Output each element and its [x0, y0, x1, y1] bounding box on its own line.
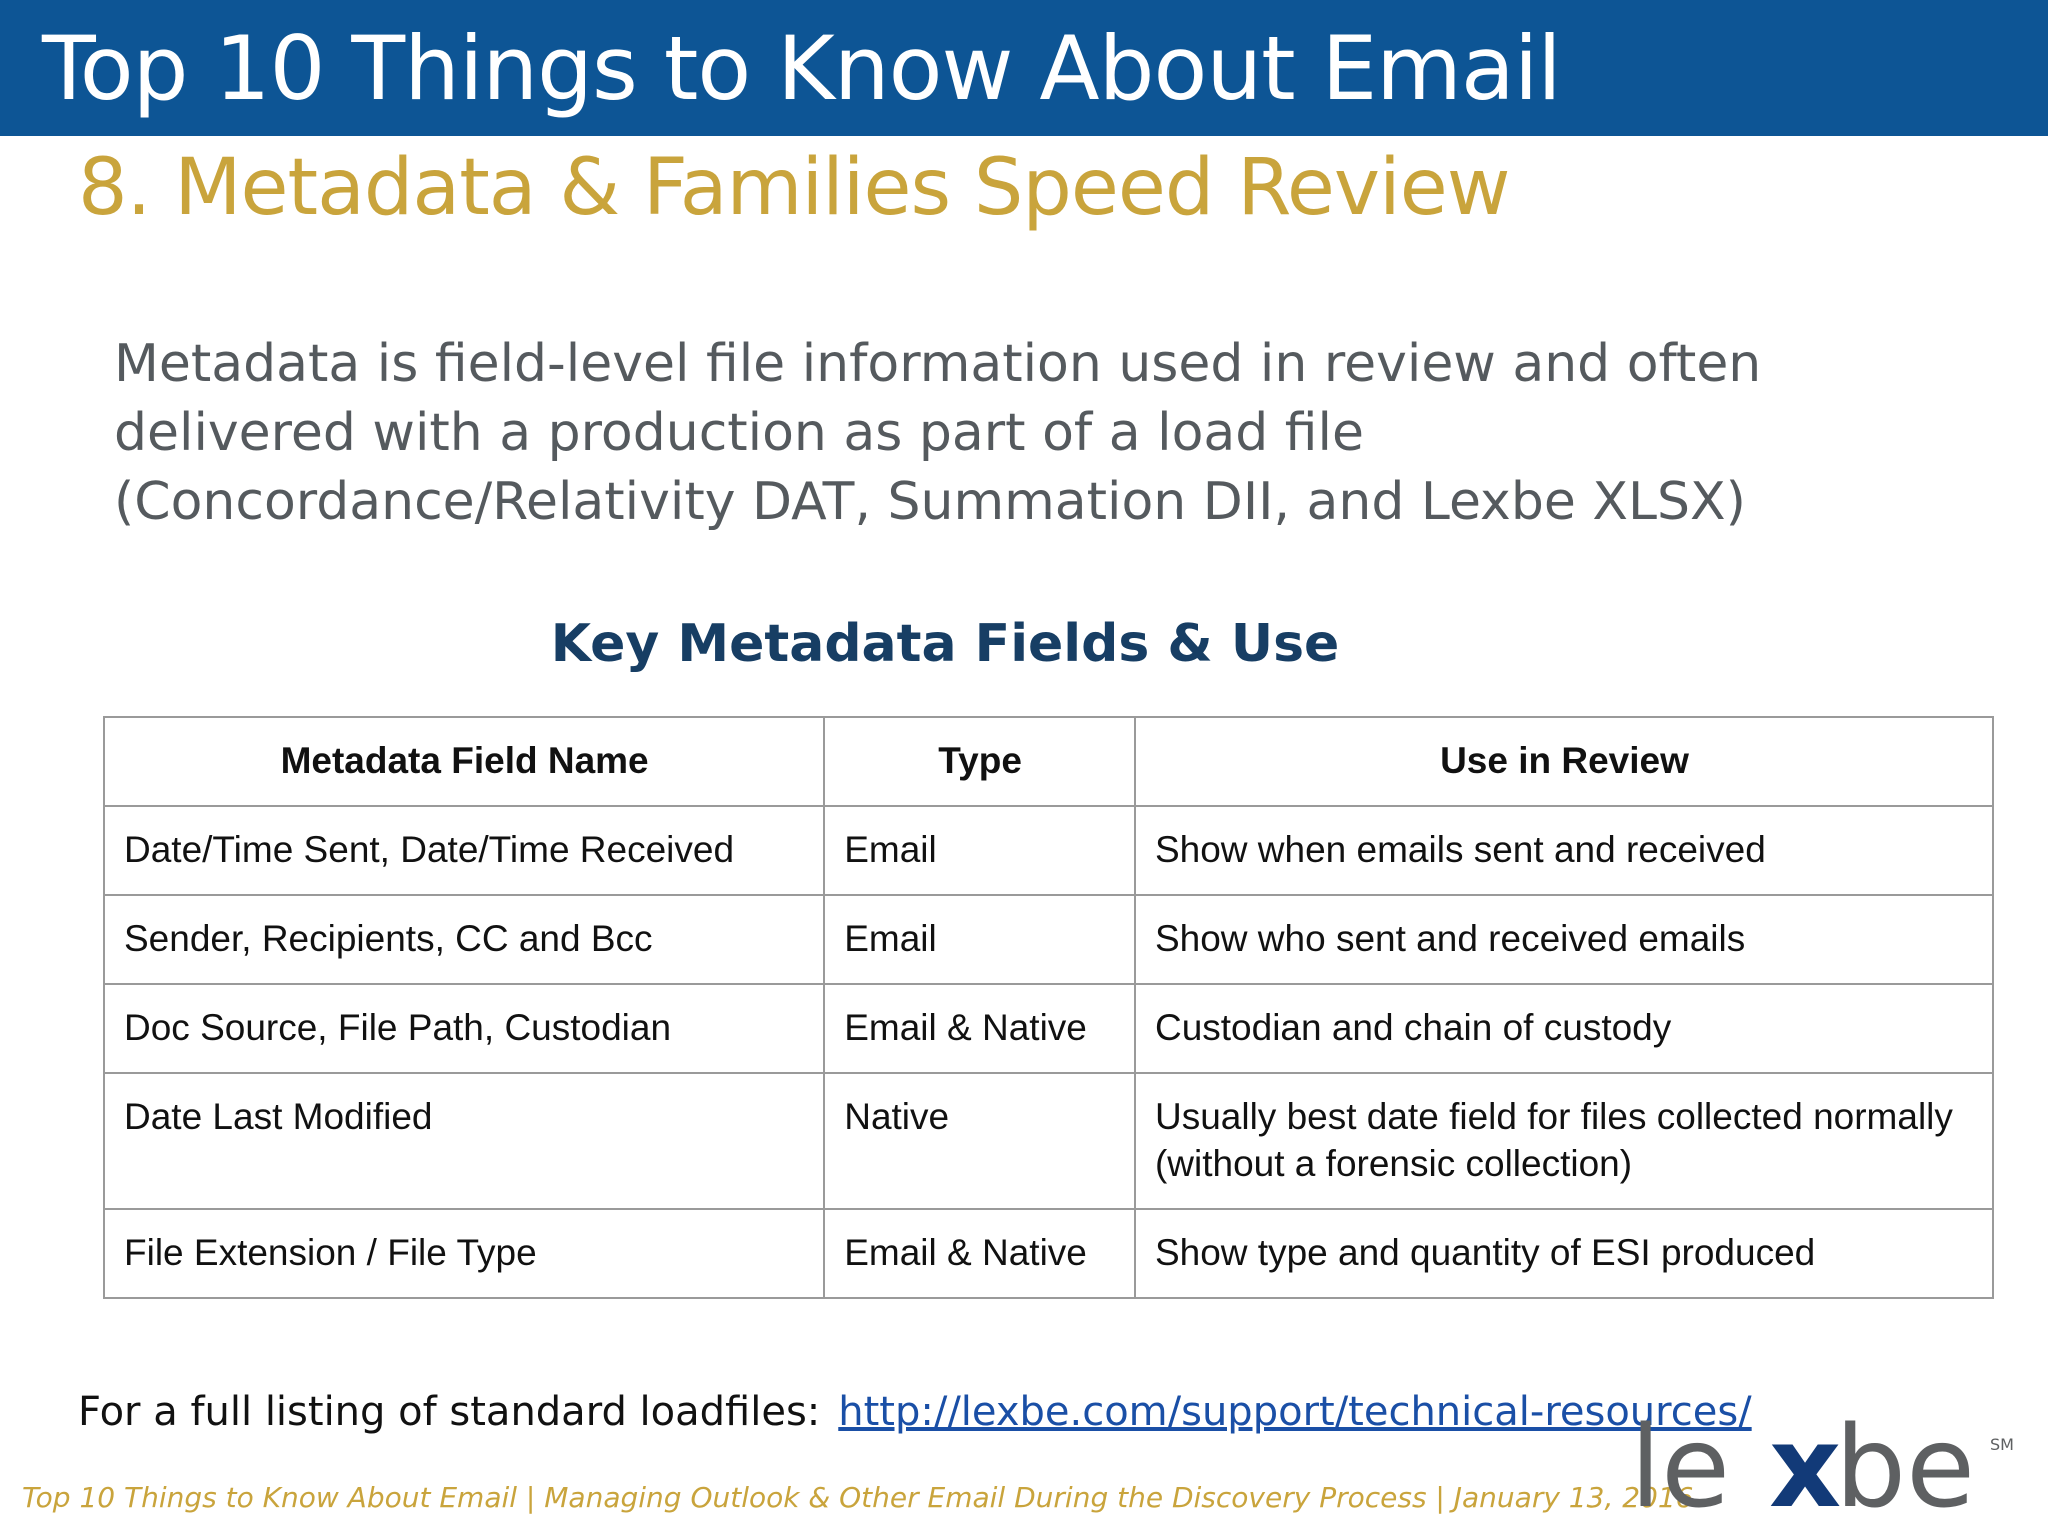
- intro-line: Metadata is field-level file information used in review and often: [114, 334, 1762, 394]
- cell-use: Custodian and chain of custody: [1135, 984, 1993, 1073]
- column-header-field: Metadata Field Name: [104, 717, 824, 806]
- footer-meta: Top 10 Things to Know About Email | Managing Outlook & Other Email During the Discovery Process | January 13, 2016: [22, 1481, 1694, 1514]
- cell-use: Show who sent and received emails: [1135, 895, 1993, 984]
- logo-service-mark: SM: [1990, 1435, 2014, 1454]
- cell-type: Email & Native: [824, 1209, 1135, 1298]
- column-header-use: Use in Review: [1135, 717, 1993, 806]
- logo-text-right: be: [1835, 1403, 1975, 1533]
- table-row: [104, 806, 1993, 895]
- slide-title: Top 10 Things to Know About Email: [42, 17, 1561, 120]
- slide-subtitle: 8. Metadata & Families Speed Review: [78, 143, 1510, 233]
- cell-use: Usually best date field for files collected normally (without a forensic collection): [1135, 1073, 1993, 1209]
- cell-type: Email: [824, 806, 1135, 895]
- table-header-row: [104, 717, 1993, 806]
- intro-line: (Concordance/Relativity DAT, Summation DII, and Lexbe XLSX): [114, 472, 1746, 532]
- logo-text-x: x: [1769, 1403, 1842, 1533]
- column-header-type: Type: [824, 717, 1135, 806]
- cell-field: Date Last Modified: [104, 1073, 824, 1209]
- intro-line: delivered with a production as part of a load file: [114, 403, 1364, 463]
- cell-use: Show type and quantity of ESI produced: [1135, 1209, 1993, 1298]
- loadfile-note-text: For a full listing of standard loadfiles:: [78, 1389, 821, 1435]
- table-row: [104, 1209, 1993, 1298]
- table-heading: Key Metadata Fields & Use: [550, 614, 1340, 674]
- technical-resources-link[interactable]: http://lexbe.com/support/technical-resources/: [838, 1389, 1752, 1435]
- cell-type: Email: [824, 895, 1135, 984]
- table-row: [104, 1073, 1993, 1209]
- intro-paragraph: [114, 330, 1934, 537]
- table-row: [104, 895, 1993, 984]
- table-row: [104, 984, 1993, 1073]
- lexbe-logo: [1630, 1403, 2014, 1533]
- metadata-table: [103, 716, 1994, 1299]
- cell-type: Email & Native: [824, 984, 1135, 1073]
- cell-use: Show when emails sent and received: [1135, 806, 1993, 895]
- cell-field: File Extension / File Type: [104, 1209, 824, 1298]
- cell-field: Sender, Recipients, CC and Bcc: [104, 895, 824, 984]
- cell-type: Native: [824, 1073, 1135, 1209]
- cell-field: Doc Source, File Path, Custodian: [104, 984, 824, 1073]
- cell-field: Date/Time Sent, Date/Time Received: [104, 806, 824, 895]
- logo-text-left: le: [1630, 1403, 1731, 1533]
- loadfile-note: [78, 1384, 1752, 1440]
